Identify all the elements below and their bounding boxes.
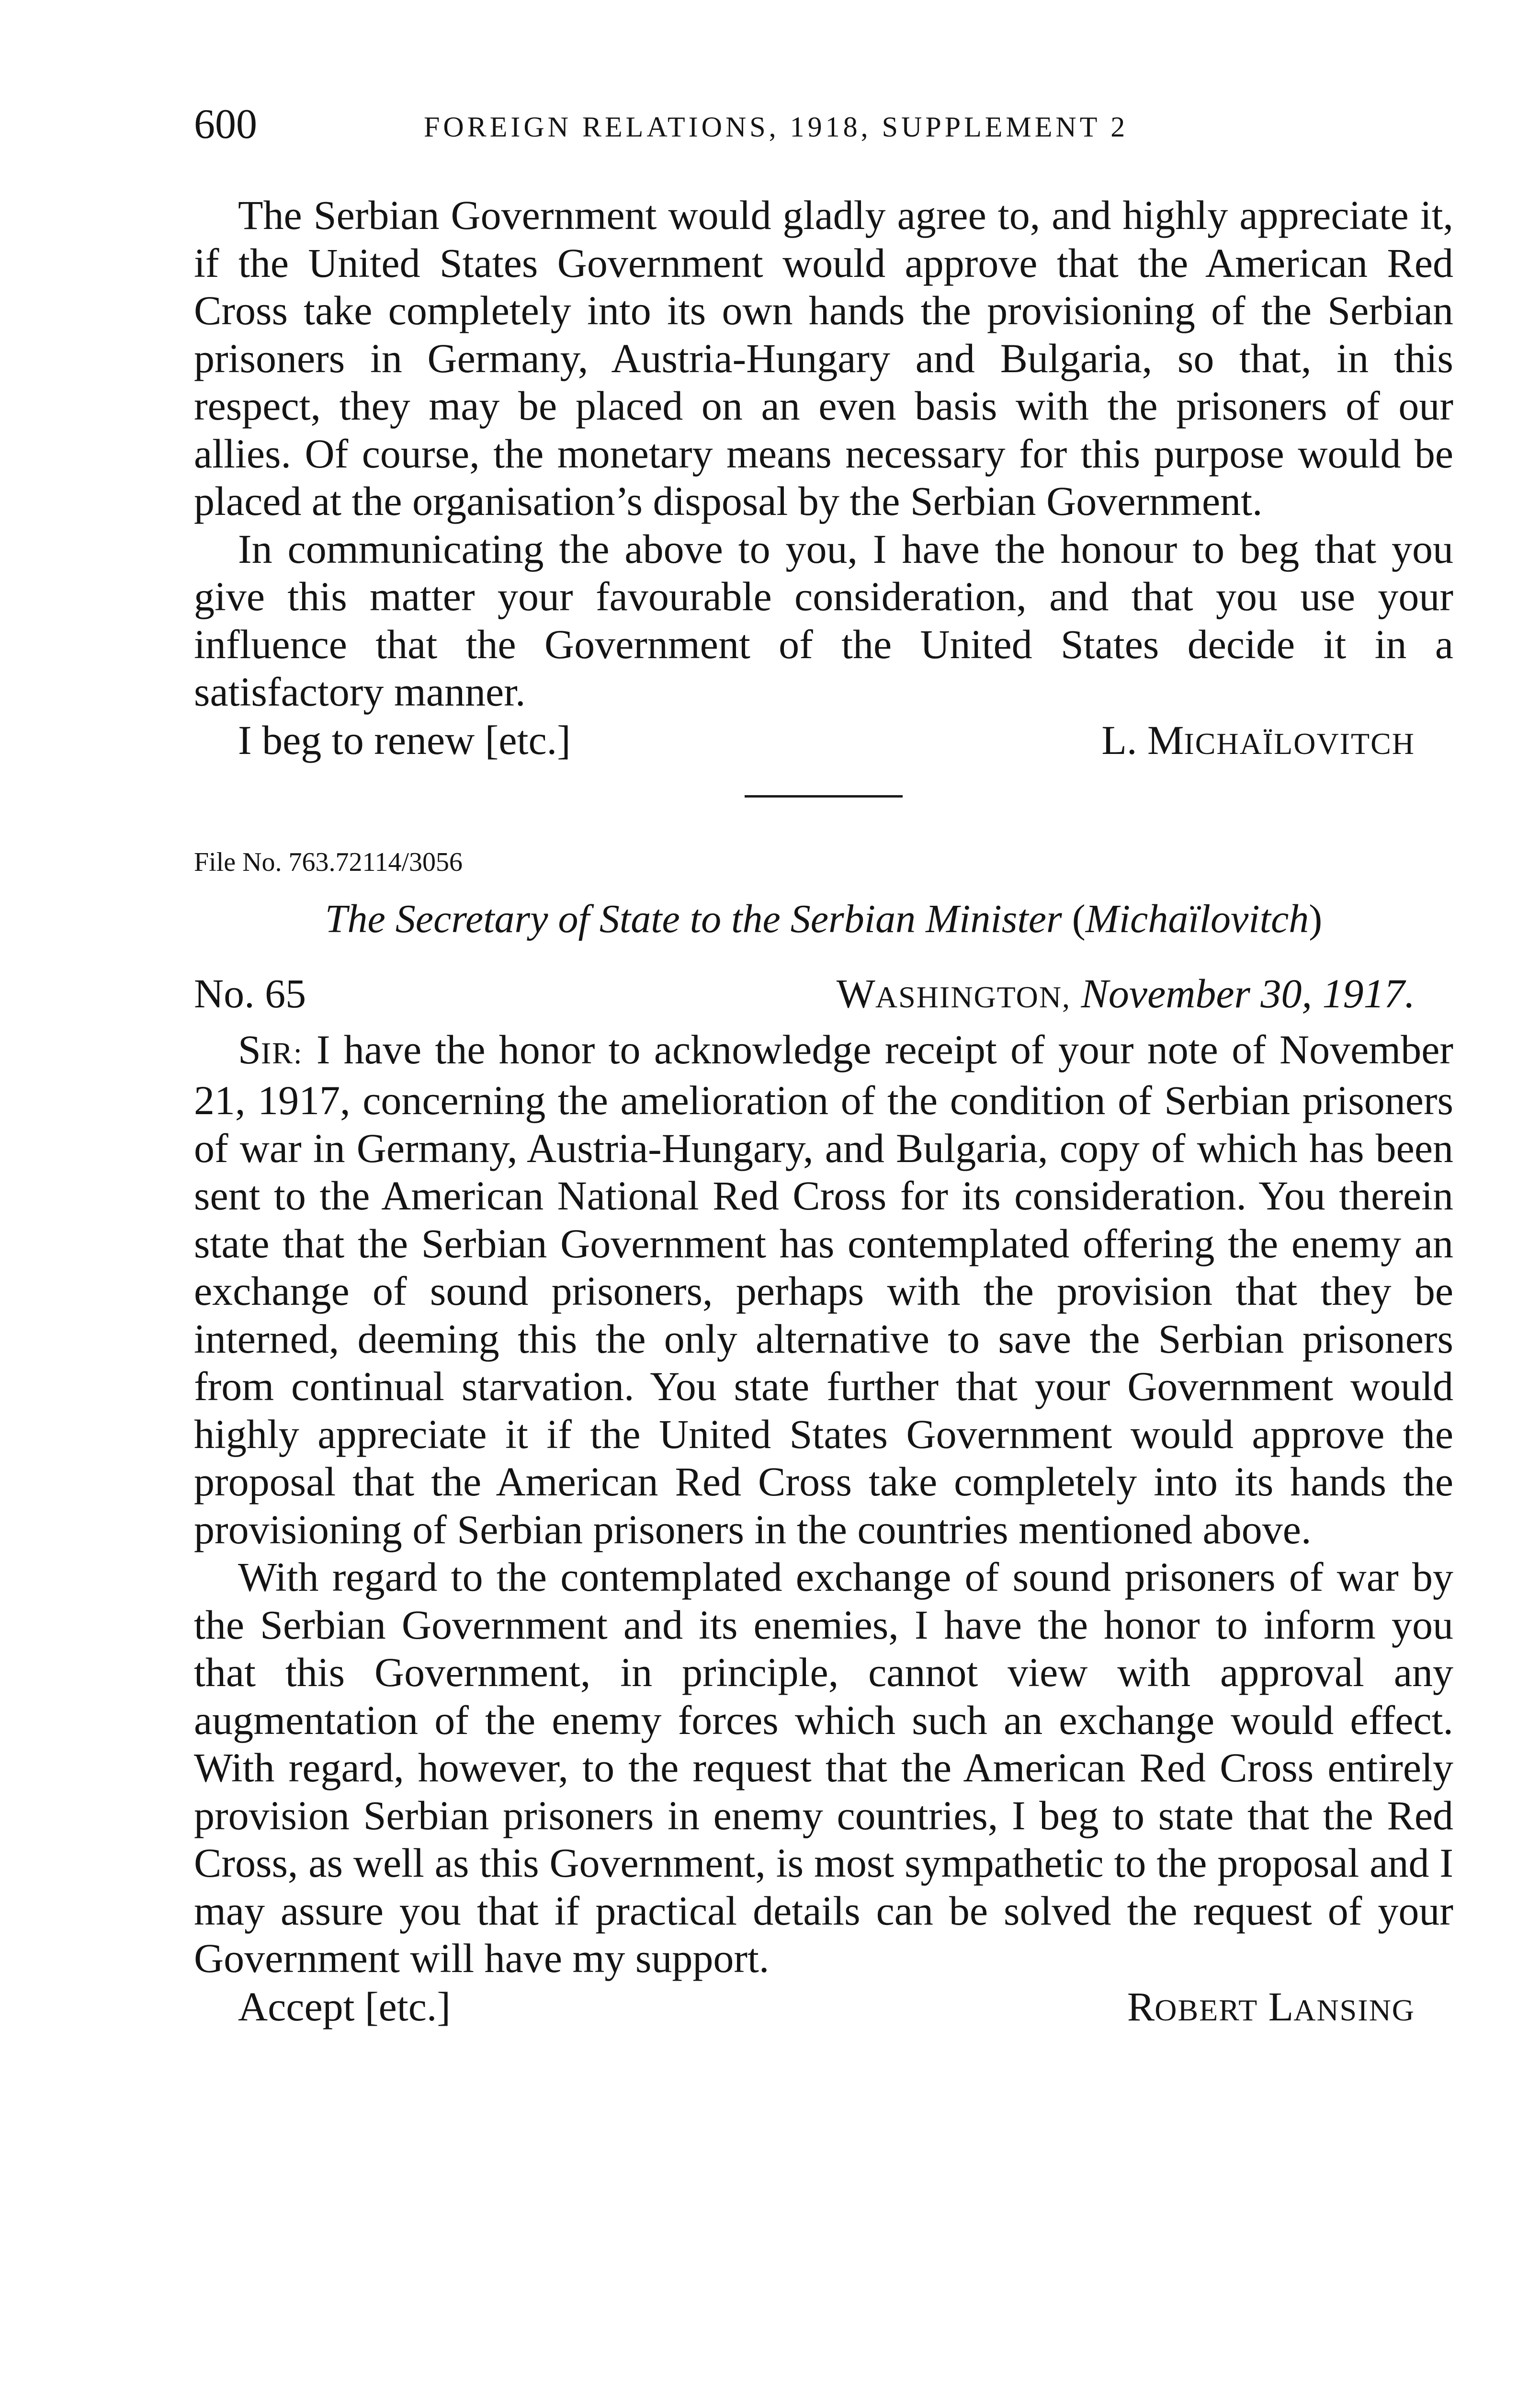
signature-last-initial: L (1268, 1983, 1294, 2030)
document2-signature (1127, 1983, 1415, 2034)
running-title: FOREIGN RELATIONS, 1918, SUPPLEMENT 2 (424, 111, 1129, 143)
letter1-closing-line (194, 716, 1453, 766)
letter1-paragraph-1: The Serbian Government would gladly agree to, and highly appreciate it, if the United States Government would approve that the American Red Cross take completely into its own hands the provisioning of the Serbian prisoners in Germany, Austria-Hungary and Bulgaria, so that, in this respect, they may be placed on an even basis with the prisoners of our allies. Of course, the monetary means necessary for this purpose would be placed at the organisation’s disposal by the Serbian Government. (194, 192, 1453, 524)
letter1-signature (1101, 716, 1415, 768)
place-and-date (837, 969, 1415, 1021)
file-number: File No. 763.72114/3056 (194, 847, 463, 877)
document2-closing-line (194, 1983, 1453, 2033)
letter1-signature-rest: ICHAÏLOVITCH (1184, 726, 1415, 761)
heading-name: Michaïlovitch (1085, 896, 1309, 941)
document-page (194, 101, 1453, 2033)
document-heading: The Secretary of State to the Serbian Minister (Michaïlovitch) (325, 896, 1323, 941)
heading-main: The Secretary of State to the Serbian Minister (325, 896, 1062, 941)
document2-paragraph-1 (194, 1026, 1453, 1554)
running-header (194, 101, 1453, 158)
document2-closing: Accept [etc.] (238, 1983, 451, 2030)
salutation-rest: IR: (260, 1036, 303, 1070)
letter1-closing: I beg to renew [etc.] (238, 717, 571, 763)
section-divider (745, 795, 903, 798)
signature-last-rest: ANSING (1293, 1993, 1415, 2027)
salutation-initial: S (238, 1026, 261, 1072)
document-date: November 30, 1917. (1081, 970, 1415, 1016)
page-number: 600 (194, 101, 257, 148)
document-number: No. 65 (194, 970, 306, 1016)
signature-first-initial: R (1127, 1983, 1155, 2030)
letter-continuation (194, 192, 1453, 766)
dateline (194, 969, 1453, 1017)
place-rest: ASHINGTON, (875, 980, 1071, 1014)
document2-paragraph-2: With regard to the contemplated exchange of sound prisoners of war by the Serbian Government and its enemies, I have the honor to inform you that this Government, in principle, cannot view with approval any augmentation of the enemy forces which such an exchange would effect. With regard, however, to the request that the American Red Cross entirely provision Serbian prisoners in enemy countries, I beg to state that the Red Cross, as well as this Government, is most sympathetic to the proposal and I may assure you that if practical details can be solved the request of your Government will have my support. (194, 1554, 1453, 1981)
paragraph1-body: I have the honor to acknowledge receipt of your note of November 21, 1917, concerning the amelioration of the condition of Serbian prisoners of war in Germany, Austria-Hungary, and Bulgaria, copy of which has been sent to the American National Red Cross for its consideration. You therein state that the Serbian Government has contemplated offering the enemy an exchange of sound prisoners, perhaps with the provision that they be interned, deeming this the only alternative to save the Serbian prisoners from continual starvation. You state further that your Government would highly appreciate it if the United States Government would approve the proposal that the American Red Cross take completely into its hands the provisioning of Serbian prisoners in the countries mentioned above. (194, 1026, 1454, 1552)
letter1-paragraph-2: In communicating the above to you, I have the honour to beg that you give this matter your favourable consideration, and that you use your influence that the Government of the United States decide it in a satisfactory manner. (194, 525, 1453, 715)
place-initial: W (836, 970, 875, 1016)
letter1-signature-initial: L. M (1101, 717, 1184, 763)
signature-first-rest: OBERT (1155, 1993, 1258, 2027)
